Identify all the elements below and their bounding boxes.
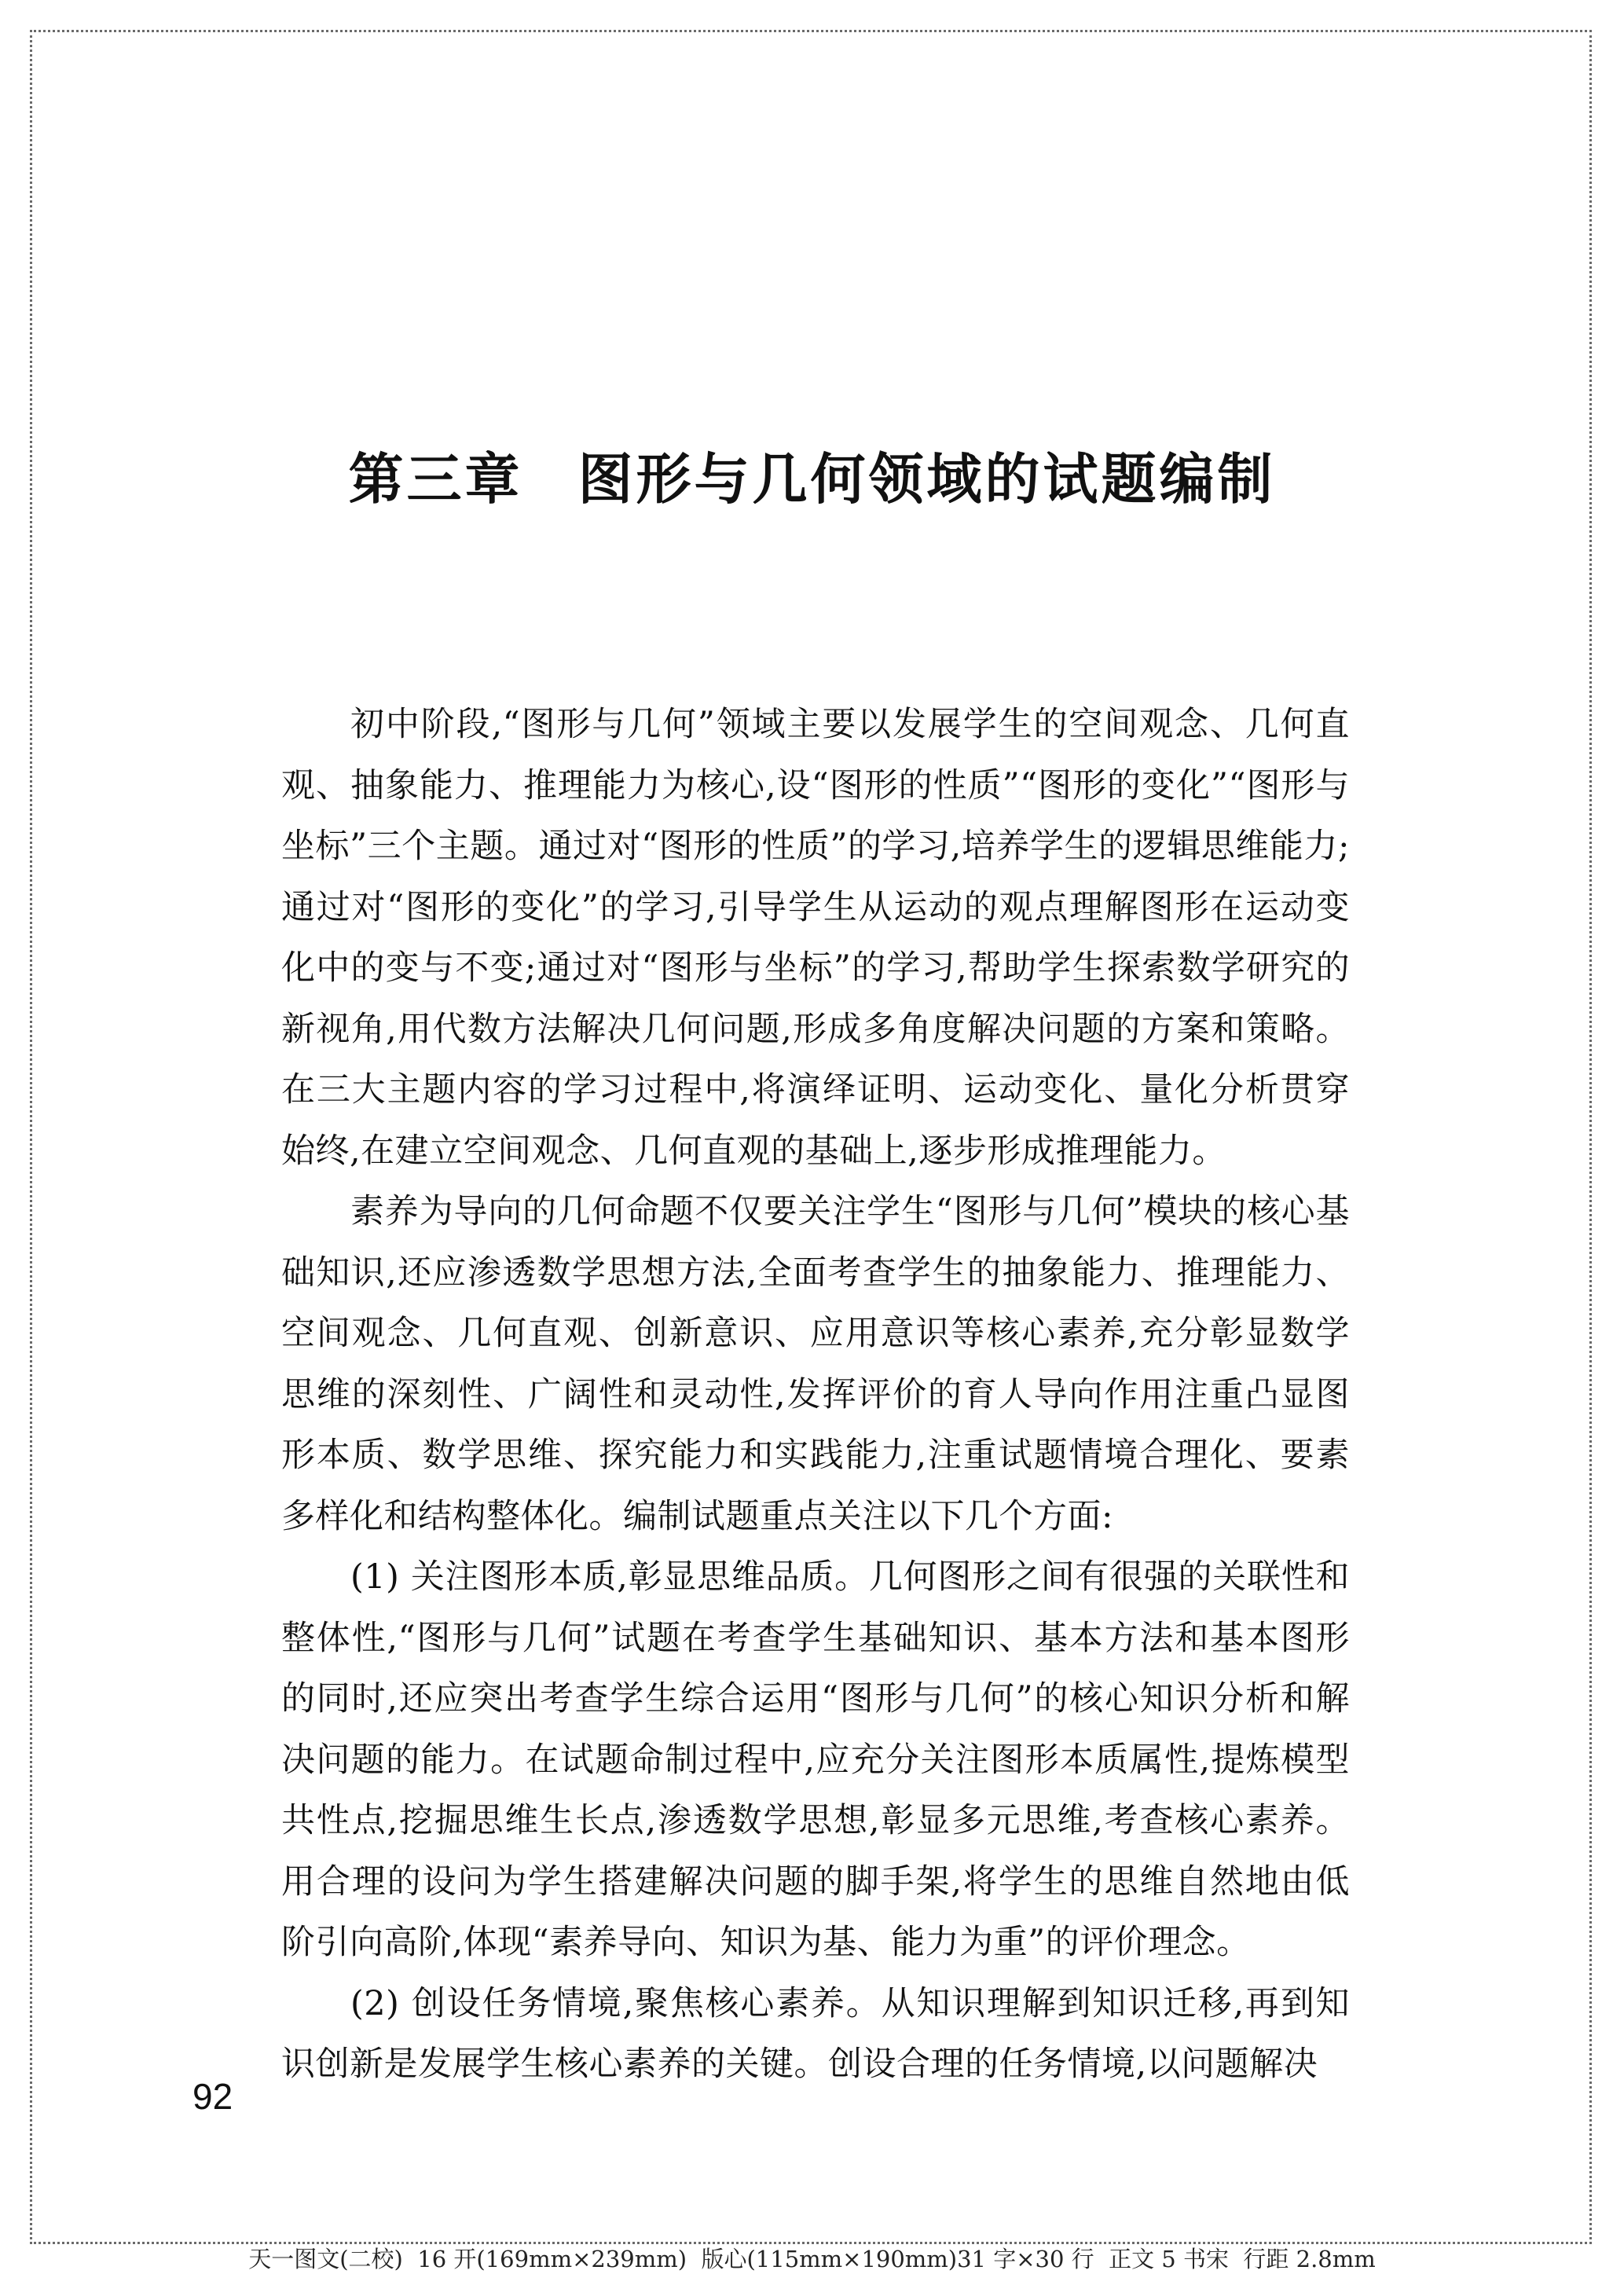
paragraph-4: (2) 创设任务情境,聚焦核心素养。从知识理解到知识迁移,再到知识创新是发展学生核心素养的关键。创设合理的任务情境,以问题解决	[281, 1983, 1350, 2084]
paragraph-2: 素养为导向的几何命题不仅要关注学生“图形与几何”模块的核心基础知识,还应渗透数学思想方法,全面考查学生的抽象能力、推理能力、空间观念、几何直观、创新意识、应用意识等核心素养,充分彰显数学思维的深刻性、广阔性和灵动性,发挥评价的育人导向作用注重凸显图形本质、数学思维、探究能力和实践能力,注重试题情境合理化、要素多样化和结构整体化。编制试题重点关注以下几个方面:	[281, 1192, 1350, 1536]
chapter-title	[0, 440, 1624, 519]
chapter-title-text: 图形与几何领域的试题编制	[577, 447, 1276, 512]
paragraph-3: (1) 关注图形本质,彰显思维品质。几何图形之间有很强的关联性和整体性,“图形与几何”试题在考查学生基础知识、基本方法和基本图形的同时,还应突出考查学生综合运用“图形与几何”的核心知识分析和解决问题的能力。在试题命制过程中,应充分关注图形本质属性,提炼模型共性点,挖掘思维生长点,渗透数学思想,彰显多元思维,考查核心素养。用合理的设问为学生搭建解决问题的脚手架,将学生的思维自然地由低阶引向高阶,体现“素养导向、知识为基、能力为重”的评价理念。	[281, 1557, 1350, 1962]
body-text	[281, 695, 1350, 2096]
paragraph-1: 初中阶段,“图形与几何”领域主要以发展学生的空间观念、几何直观、抽象能力、推理能力为核心,设“图形的性质”“图形的变化”“图形与坐标”三个主题。通过对“图形的性质”的学习,培养学生的逻辑思维能力;通过对“图形的变化”的学习,引导学生从运动的观点理解图形在运动变化中的变与不变;通过对“图形与坐标”的学习,帮助学生探索数学研究的新视角,用代数方法解决几何问题,形成多角度解决问题的方案和策略。在三大主题内容的学习过程中,将演绎证明、运动变化、量化分析贯穿始终,在建立空间观念、几何直观的基础上,逐步形成推理能力。	[281, 705, 1350, 1171]
page-number: 92	[192, 2076, 233, 2117]
print-info-footer: 天一图文(二校) 16 开(169mm×239mm) 版心(115mm×190mm)31 字×30 行 正文 5 书宋 行距 2.8mm	[248, 2246, 1376, 2272]
chapter-number: 第三章	[348, 447, 523, 512]
